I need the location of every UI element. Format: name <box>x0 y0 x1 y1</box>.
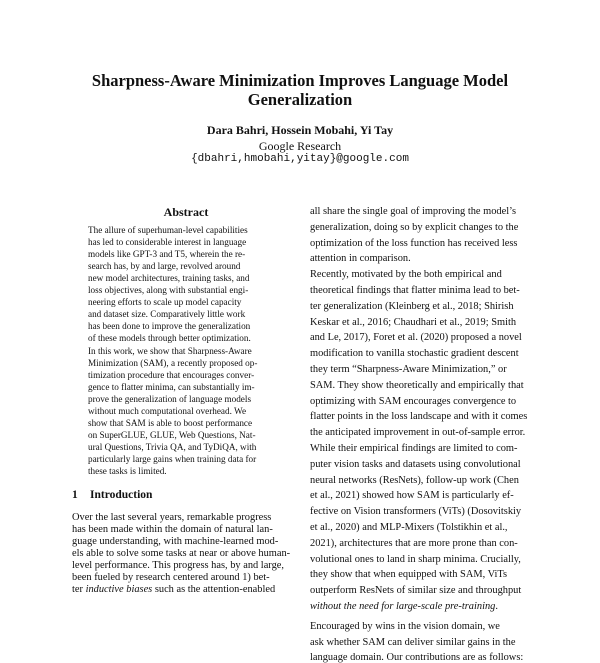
intro-partial-line <box>72 584 298 595</box>
abstract-line: search has, by and large, revolved around <box>88 261 241 272</box>
right-column-line: optimization of the loss function has received less <box>310 237 518 249</box>
abstract-line: The allure of superhuman-level capabilities <box>88 225 248 235</box>
right-column-line: and Le, 2017), Foret et al. (2020) proposed a novel <box>310 332 522 344</box>
intro-line: been fueled by research centered around 1) bet- <box>72 572 270 583</box>
intro-partial-italic: inductive biases <box>85 584 153 595</box>
abstract-line: and dataset size. Comparatively little work <box>88 309 246 320</box>
intro-partial-start: ter <box>72 584 86 595</box>
intro-line: els able to solve some tasks at near or above human- <box>72 548 291 559</box>
right-column-line: optimizing with SAM encourages convergence to <box>310 395 517 407</box>
right-column-line: ask whether SAM can deliver similar gains in the <box>310 636 516 648</box>
abstract-line: timization procedure that encourages conver- <box>88 369 255 380</box>
italic-tail: . <box>495 601 498 612</box>
intro-line: guage understanding, with machine-learned mod- <box>72 536 279 547</box>
right-column-line: volutional ones to land in sharp minima. Crucially, <box>310 553 521 565</box>
right-column-line: they term “Sharpness-Aware Minimization,” or <box>310 364 507 375</box>
right-column-line: attention in comparison. <box>310 253 411 265</box>
paper-title-line-2: Generalization <box>247 90 353 109</box>
section-heading-introduction <box>72 489 152 501</box>
right-column-line: puter vision tasks and datasets using convolutional <box>310 458 521 470</box>
affiliation: Google Research <box>258 139 342 153</box>
abstract-line: prove the generalization of language models <box>88 393 252 404</box>
abstract-heading: Abstract <box>163 205 209 219</box>
section-number: 1 <box>72 489 78 501</box>
italic-phrase: without the need for large-scale pre-training <box>310 601 496 612</box>
abstract-line: loss objectives, along with substantial engi- <box>88 285 249 296</box>
right-column-line: fective on Vision transformers (ViTs) (Dosovitskiy <box>310 506 522 518</box>
abstract-line: without much computational overhead. We <box>88 405 247 416</box>
right-column-line: et al., 2021) showed how SAM is particularly ef- <box>310 490 514 502</box>
section-title: Introduction <box>90 489 153 501</box>
right-column-line: et al., 2020) and MLP-Mixers (Tolstikhin et al., <box>310 522 508 533</box>
right-column-line: SAM. They show theoretically and empirically that <box>310 379 524 391</box>
right-column-line: generalization, doing so by explicit changes to the <box>310 221 519 233</box>
abstract-line: has led to considerable interest in language <box>88 237 247 248</box>
right-column-line: Recently, motivated by the both empirical and <box>310 269 502 281</box>
right-column-line: modification to vanilla stochastic gradient descent <box>310 348 519 360</box>
intro-partial-end: such as the attention-enabled <box>152 584 276 595</box>
author-list: Dara Bahri, Hossein Mobahi, Yi Tay <box>206 123 394 137</box>
abstract-line: In this work, we show that Sharpness-Aware <box>88 345 252 356</box>
intro-line: Over the last several years, remarkable progress <box>72 512 272 523</box>
right-column-line: they show that when equipped with SAM, ViTs <box>310 569 508 581</box>
intro-line: has been made within the domain of natural lan- <box>72 524 273 535</box>
right-italic-line <box>310 601 535 612</box>
right-column-line: language domain. Our contributions are as follows: <box>310 652 524 663</box>
author-emails: {dbahri,hmobahi,yitay}@google.com <box>191 153 409 165</box>
right-column-line: neural networks (ResNets), follow-up work (Chen <box>310 474 519 486</box>
abstract-line: gence to flatter minima, can substantially im- <box>88 381 255 392</box>
abstract-line: particularly large gains when training data for <box>88 453 257 464</box>
abstract-line: new model architectures, training tasks, and <box>88 273 250 284</box>
abstract-line: show that SAM is able to boost performance <box>88 417 253 428</box>
abstract-line: these tasks is limited. <box>88 466 167 476</box>
abstract-line: on SuperGLUE, GLUE, Web Questions, Nat- <box>88 429 256 440</box>
right-column-line: Encouraged by wins in the vision domain, we <box>310 620 500 632</box>
right-column-line: theoretical findings that flatter minima lead to bet- <box>310 285 520 296</box>
abstract-line: has been done to improve the generalization <box>88 321 251 332</box>
right-column-line: ter generalization (Kleinberg et al., 2018; Shirish <box>310 300 514 312</box>
abstract-line: of these models through better optimization. <box>88 333 251 344</box>
right-column-line: the anticipated improvement in out-of-sample error. <box>310 427 526 439</box>
right-column-line: all share the single goal of improving the model’s <box>310 206 517 217</box>
paper-title-line-1: Sharpness-Aware Minimization Improves Language Model <box>91 71 509 90</box>
right-column-line: While their empirical findings are limited to com- <box>310 443 518 454</box>
right-column-line: Keskar et al., 2016; Chaudhari et al., 2019; Smith <box>310 316 517 328</box>
right-column-line: flatter points in the loss landscape and with it comes <box>310 411 528 423</box>
abstract-line: neering efforts to scale up model capacity <box>88 297 242 308</box>
abstract-line: ural Questions, Trivia QA, and TyDiQA, with <box>88 441 257 452</box>
right-column-line: outperform ResNets of similar size and throughput <box>310 585 522 597</box>
right-column-line: 2021), architectures that are more prone than con- <box>310 537 518 549</box>
abstract-line: Minimization (SAM), a recently proposed op- <box>88 357 258 368</box>
intro-line: level performance. This progress has, by and large, <box>72 560 284 571</box>
abstract-line: models like GPT-3 and T5, wherein the re- <box>88 249 246 260</box>
